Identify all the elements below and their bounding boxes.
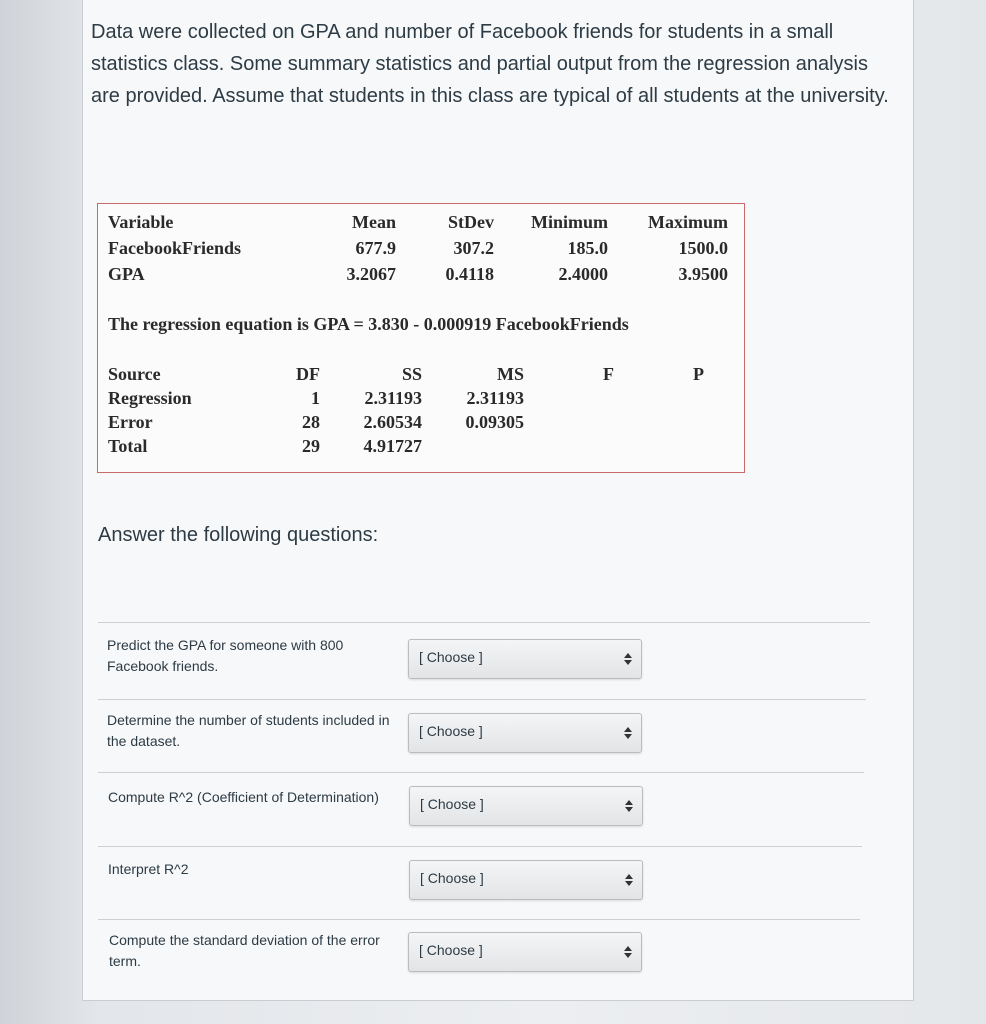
divider bbox=[98, 919, 860, 920]
answer-instructions: Answer the following questions: bbox=[98, 524, 379, 546]
answer-select-2[interactable] bbox=[408, 713, 642, 753]
summary-cell: FacebookFriends bbox=[108, 238, 241, 258]
summary-header-mean: Mean bbox=[352, 212, 396, 232]
anova-cell: 28 bbox=[302, 412, 320, 432]
question-text: Interpret R^2 bbox=[108, 861, 189, 877]
question-text: Compute R^2 (Coefficient of Determination) bbox=[108, 789, 379, 805]
summary-cell: 185.0 bbox=[567, 238, 608, 258]
question-text: Predict the GPA for someone with 800 Facebook friends. bbox=[107, 637, 344, 674]
summary-header-stdev: StDev bbox=[448, 212, 494, 232]
anova-cell: Regression bbox=[108, 388, 192, 408]
anova-cell: 0.09305 bbox=[465, 412, 524, 432]
anova-cell: 2.60534 bbox=[363, 412, 422, 432]
anova-header-source: Source bbox=[108, 364, 161, 384]
regression-equation: The regression equation is GPA = 3.830 - 0.000919 FacebookFriends bbox=[108, 314, 629, 334]
anova-cell: 29 bbox=[302, 436, 320, 456]
question-intro: Data were collected on GPA and number of Facebook friends for students in a small statistics class. Some summary statistics and partial output from the regression analysis are provided. Assume that students in this class are typical of all students at the university. bbox=[91, 21, 889, 107]
anova-cell: Total bbox=[108, 436, 148, 456]
summary-cell: GPA bbox=[108, 264, 145, 284]
anova-cell: 2.31193 bbox=[364, 388, 422, 408]
question-card bbox=[82, 0, 914, 1001]
summary-cell: 3.9500 bbox=[678, 264, 728, 284]
summary-cell: 677.9 bbox=[355, 238, 396, 258]
anova-cell: Error bbox=[108, 412, 153, 432]
divider bbox=[98, 772, 864, 773]
summary-header-maximum: Maximum bbox=[648, 212, 728, 232]
up-down-caret-icon bbox=[624, 797, 634, 815]
up-down-caret-icon bbox=[624, 871, 634, 889]
divider bbox=[98, 622, 870, 623]
anova-header-f: F bbox=[603, 364, 614, 384]
up-down-caret-icon bbox=[623, 650, 633, 668]
question-text: Determine the number of students included in the dataset. bbox=[107, 712, 390, 749]
regression-output-table bbox=[97, 203, 745, 473]
anova-cell: 4.91727 bbox=[363, 436, 422, 456]
divider bbox=[98, 846, 862, 847]
summary-header-variable: Variable bbox=[108, 212, 174, 232]
anova-cell: 2.31193 bbox=[466, 388, 524, 408]
select-value: [ Choose ] bbox=[420, 796, 484, 812]
divider bbox=[98, 699, 866, 700]
answer-select-3[interactable] bbox=[409, 786, 643, 826]
answer-select-5[interactable] bbox=[408, 932, 642, 972]
up-down-caret-icon bbox=[623, 724, 633, 742]
summary-cell: 3.2067 bbox=[346, 264, 396, 284]
summary-header-minimum: Minimum bbox=[530, 212, 608, 232]
anova-header-ss: SS bbox=[401, 364, 422, 384]
anova-header-ms: MS bbox=[497, 364, 524, 384]
select-value: [ Choose ] bbox=[419, 649, 483, 665]
answer-select-1[interactable] bbox=[408, 639, 642, 679]
select-value: [ Choose ] bbox=[419, 723, 483, 739]
anova-header-p: P bbox=[693, 364, 704, 384]
summary-cell: 2.4000 bbox=[558, 264, 608, 284]
up-down-caret-icon bbox=[623, 943, 633, 961]
summary-cell: 1500.0 bbox=[678, 238, 728, 258]
summary-cell: 0.4118 bbox=[445, 264, 494, 284]
answer-select-4[interactable] bbox=[409, 860, 643, 900]
summary-cell: 307.2 bbox=[453, 238, 494, 258]
select-value: [ Choose ] bbox=[420, 870, 484, 886]
question-text: Compute the standard deviation of the error term. bbox=[109, 932, 380, 969]
anova-cell: 1 bbox=[311, 388, 320, 408]
anova-header-df: DF bbox=[296, 364, 320, 384]
select-value: [ Choose ] bbox=[419, 942, 483, 958]
